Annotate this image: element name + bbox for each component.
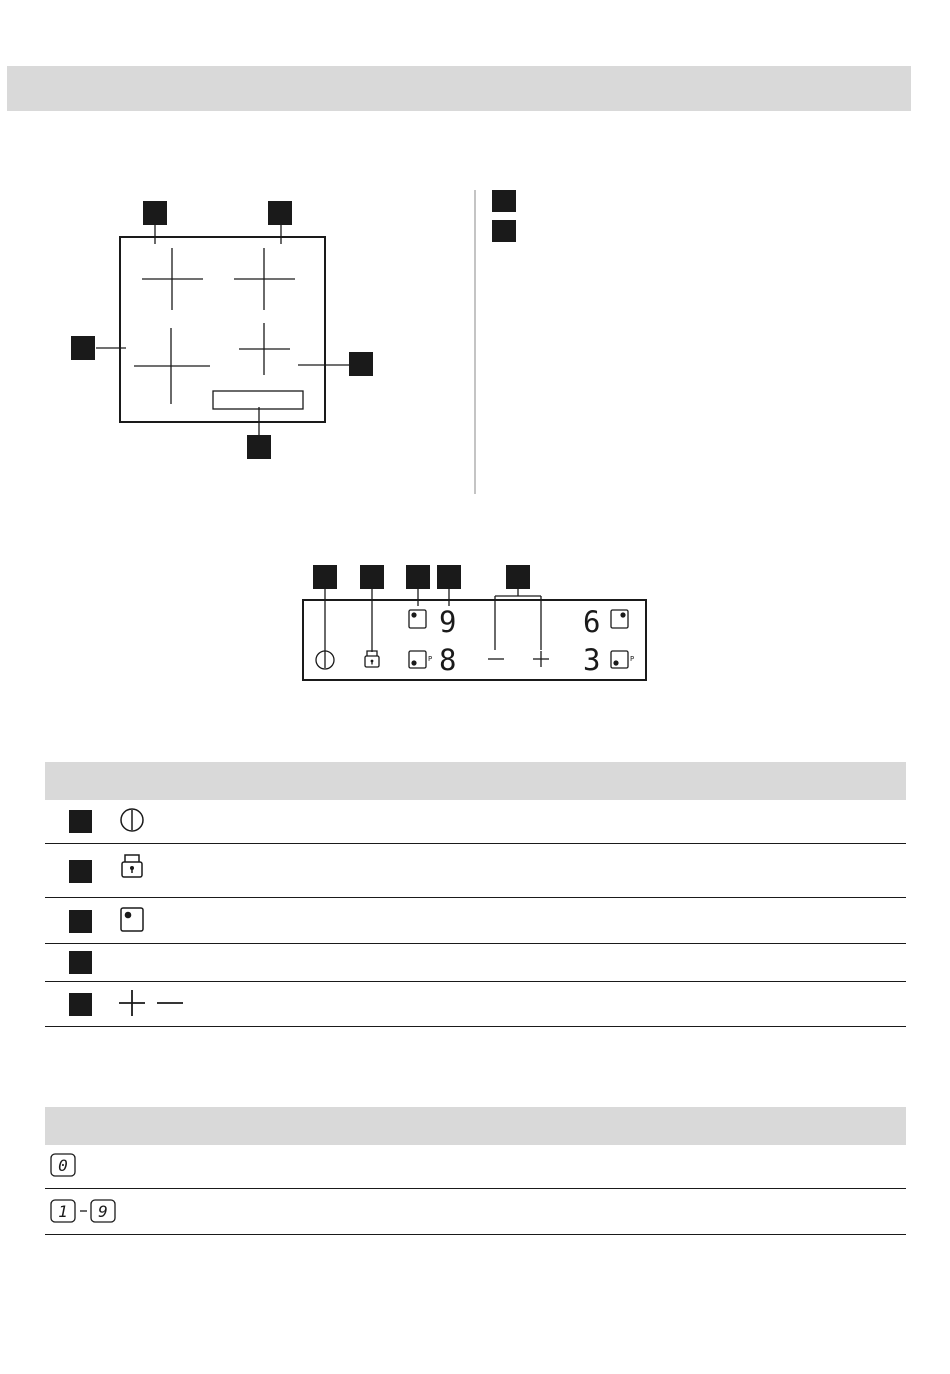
level-display-top-left: 9 <box>439 605 457 639</box>
display-value-max: 9 <box>98 1202 108 1221</box>
display-value-icon <box>51 1200 75 1222</box>
display-value-min: 1 <box>58 1202 68 1221</box>
display-value-icon <box>51 1154 75 1176</box>
bridge-indicator: P <box>428 655 433 663</box>
level-display-top-right: 6 <box>583 605 601 639</box>
bridge-indicator: P <box>630 655 635 663</box>
display-value-zero: 0 <box>58 1156 68 1175</box>
level-display-bottom-left: 8 <box>439 643 457 677</box>
level-display-bottom-right: 3 <box>583 643 601 677</box>
display-value-icon <box>91 1200 115 1222</box>
